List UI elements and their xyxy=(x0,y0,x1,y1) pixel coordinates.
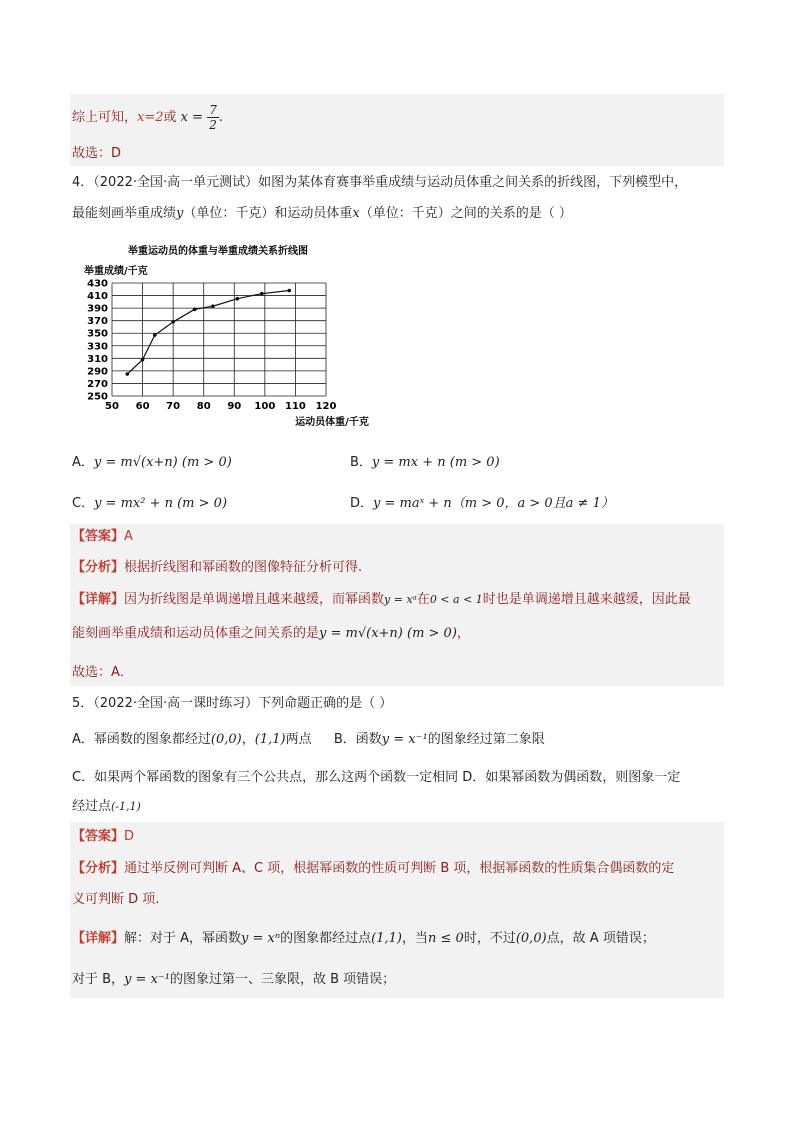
q4-var-x: x xyxy=(352,206,360,221)
y-tick-label: 410 xyxy=(87,291,108,303)
q5a-text-2: ， xyxy=(241,732,255,747)
data-point xyxy=(141,358,145,362)
detail-tag: 【详解】 xyxy=(72,592,125,607)
answer-value: A xyxy=(124,529,133,544)
fraction xyxy=(207,103,219,132)
q5a-text-3: 两点 xyxy=(285,732,312,747)
q5-analysis-line2: 义可判断 D 项. xyxy=(72,892,160,907)
data-point xyxy=(211,304,215,308)
q4-detail-line1 xyxy=(72,591,691,609)
option-b-label: B． xyxy=(350,455,372,470)
q5a-point-1: (0,0) xyxy=(210,732,242,747)
y-tick-label: 270 xyxy=(87,378,108,390)
conclusion-text: 综上可知， xyxy=(72,110,138,125)
q4-select: 故选：A． xyxy=(72,665,133,680)
q5d-text-2: 经过点 xyxy=(72,799,112,814)
q5d-text-1: D．如果幂函数为偶函数，则图象一定 xyxy=(462,770,681,785)
answer-tag: 【答案】 xyxy=(72,829,125,844)
answer-value: D xyxy=(124,829,135,844)
detail-b-text-a: 对于 B， xyxy=(72,972,125,987)
chart-series xyxy=(125,289,291,376)
y-tick-label: 390 xyxy=(87,303,108,315)
detail-text-h: ， xyxy=(456,626,470,641)
y-tick-label: 290 xyxy=(87,366,108,378)
q5a-text-1: A．幂函数的图象都经过 xyxy=(72,732,211,747)
option-b-formula: y = mx + n (m > 0) xyxy=(371,455,500,470)
detail-text-c: ，当 xyxy=(402,931,429,946)
conclusion-equals: = xyxy=(192,110,204,125)
q5-option-d-cont xyxy=(72,798,141,816)
option-a-label: A． xyxy=(72,455,94,470)
conclusion-line xyxy=(72,103,223,132)
q5c-text: C．如果两个幂函数的图象有三个公共点，那么这两个函数一定相同 xyxy=(72,770,459,785)
option-d-label: D． xyxy=(350,496,374,511)
q5-detail-line2 xyxy=(72,971,395,989)
option-b xyxy=(350,451,500,470)
q4-answer xyxy=(72,528,133,546)
option-c-formula: y = mx² + n (m > 0) xyxy=(94,496,228,511)
option-a-formula: y = m√(x+n) (m > 0) xyxy=(93,455,232,470)
q5-options-cd xyxy=(72,769,680,787)
x-tick-label: 90 xyxy=(227,401,242,412)
analysis-text: 通过举反例可判断 A、C 项，根据幂函数的性质可判断 B 项，根据幂函数的性质集合偶函数的定 xyxy=(124,861,675,876)
q5-stem: 5．（2022·全国·高一课时练习）下列命题正确的是（ ） xyxy=(72,696,393,711)
detail-text-e: 能刻画举重成绩和运动员体重之间关系的是 xyxy=(72,626,320,641)
data-point xyxy=(236,297,240,301)
detail-text-e: 点，故 A 项错误； xyxy=(546,931,655,946)
q5-detail-line1 xyxy=(72,930,655,948)
option-c xyxy=(72,492,227,511)
x-tick-label: 70 xyxy=(166,401,181,412)
q4-text-1: 最能刻画举重成绩 xyxy=(72,206,177,221)
detail-formula: y = m√(x+n) (m > 0) xyxy=(319,626,457,641)
x-tick-label: 120 xyxy=(315,401,337,412)
q5-options-ab xyxy=(72,731,545,749)
option-d xyxy=(350,492,614,511)
chart-title: 举重运动员的体重与举重成绩关系折线图 xyxy=(128,246,308,257)
option-c-label: C． xyxy=(72,496,95,511)
analysis-text: 根据折线图和幂函数的图像特征分析可得. xyxy=(124,560,363,575)
chart-xlabel: 运动员体重/千克 xyxy=(295,417,369,428)
q5b-formula: y = x⁻¹ xyxy=(381,732,428,747)
q4-var-y: y xyxy=(176,206,184,221)
option-a xyxy=(72,451,232,470)
detail-text-b: 在 xyxy=(416,592,430,607)
q4-text-2: （单位：千克）和运动员体重 xyxy=(183,206,353,221)
conclusion-x: x xyxy=(180,110,189,125)
x-tick-label: 100 xyxy=(254,401,276,412)
data-point xyxy=(125,372,129,376)
x-tick-label: 50 xyxy=(105,401,119,412)
q4-detail-line2 xyxy=(72,625,470,643)
y-tick-label: 370 xyxy=(87,316,108,328)
q4-stem-line1: 4．（2022·全国·高一单元测试）如图为某体育赛事举重成绩与运动员体重之间关系的折线图，下列模型中， xyxy=(72,175,688,190)
data-point xyxy=(260,292,264,296)
detail-power-func: y = xᵃ xyxy=(384,593,417,606)
data-point xyxy=(171,320,175,324)
conclusion-eq1: x=2 xyxy=(137,110,164,125)
y-tick-label: 330 xyxy=(87,341,108,353)
x-tick-label: 80 xyxy=(196,401,211,412)
y-tick-label: 250 xyxy=(87,391,108,403)
detail-text-a: 因为折线图是单调递增且越来越缓，而幂函数 xyxy=(124,592,385,607)
y-tick-label: 310 xyxy=(87,353,108,365)
detail-text-a: 解：对于 A，幂函数 xyxy=(124,931,242,946)
y-tick-label: 430 xyxy=(87,278,108,290)
detail-b-formula: y = x⁻¹ xyxy=(124,972,170,987)
line-chart xyxy=(70,240,370,435)
chart-grid xyxy=(112,283,326,396)
data-point xyxy=(288,289,292,293)
analysis-tag: 【分析】 xyxy=(72,560,125,575)
x-tick-label: 110 xyxy=(284,401,306,412)
option-d-formula: y = maˣ + n（m > 0，a > 0且a ≠ 1） xyxy=(373,496,614,511)
analysis-tag: 【分析】 xyxy=(72,861,125,876)
q4-stem-line2 xyxy=(72,205,572,223)
detail-point: (1,1) xyxy=(371,931,402,946)
fraction-numerator: 7 xyxy=(209,103,217,117)
chart-ticks xyxy=(87,279,336,413)
detail-b-text-b: 的图象过第一、三象限，故 B 项错误； xyxy=(169,972,396,987)
detail-power-func: y = xⁿ xyxy=(241,931,281,946)
detail-text-d: 时也是单调递增且越来越缓，因此最 xyxy=(482,592,691,607)
q5a-point-2: (1,1) xyxy=(254,732,286,747)
conclusion-end: . xyxy=(218,110,223,125)
detail-cond: n ≤ 0 xyxy=(428,931,464,946)
x-tick-label: 60 xyxy=(135,401,150,412)
y-tick-label: 350 xyxy=(87,328,108,340)
q5-answer xyxy=(72,828,134,846)
chart-ylabel: 举重成绩/千克 xyxy=(84,266,148,277)
detail-range: 0 < a < 1 xyxy=(429,593,483,606)
detail-tag: 【详解】 xyxy=(72,931,125,946)
data-point xyxy=(193,308,197,312)
q5d-point: (-1,1) xyxy=(111,800,141,813)
q5-analysis-line1 xyxy=(72,860,674,878)
answer-tag: 【答案】 xyxy=(72,529,125,544)
q5b-text-2: 的图象经过第二象限 xyxy=(427,732,545,747)
data-point xyxy=(153,333,157,337)
detail-text-b: 的图象都经过点 xyxy=(280,931,372,946)
q4-analysis xyxy=(72,559,362,577)
conclusion-or: 或 xyxy=(163,110,177,125)
q4-text-3: （单位：千克）之间的关系的是（ ） xyxy=(359,206,572,221)
answer-select-3: 故选：D xyxy=(72,146,122,161)
q5b-text-1: B．函数 xyxy=(333,732,382,747)
detail-text-d: 时，不过 xyxy=(463,931,516,946)
detail-origin: (0,0) xyxy=(515,931,547,946)
fraction-denominator: 2 xyxy=(209,118,217,132)
